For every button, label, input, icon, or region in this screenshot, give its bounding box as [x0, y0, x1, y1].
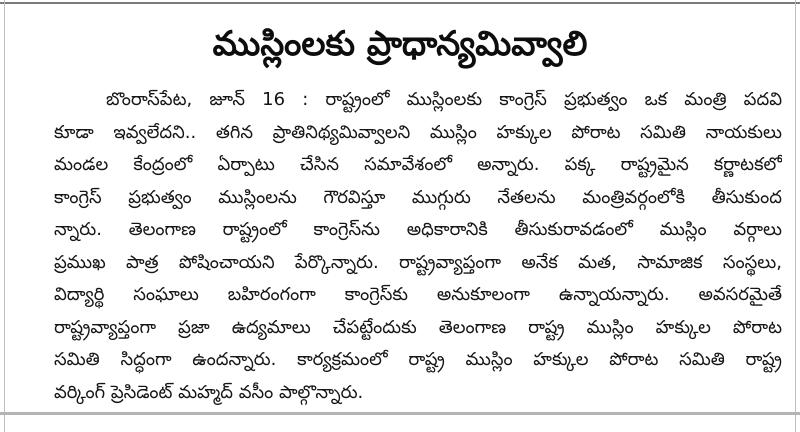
article-line-4: కాంగ్రెస్ ప్రభుత్వం ముస్లింలను గౌరవిస్తూ ముగ్గురు నేతలను మంత్రివర్గంలోకి తీసుకుంద [54, 186, 782, 208]
article-line-1: బొంరాస్‌పేట, జూన్ 16 : రాష్ట్రంలో ముస్లింలకు కాంగ్రెస్ ప్రభుత్వం ఒక మంత్రి పదవి [106, 89, 782, 110]
article-line-9: సమితి సిద్ధంగా ఉందన్నారు. కార్యక్రమంలో రాష్ట్ర ముస్లిం హక్కుల పోరాట సమితి రాష్ట్ర [54, 349, 782, 370]
article-line-2: కూడా ఇవ్వలేదని.. తగిన ప్రాతినిథ్యమివ్వాలని ముస్లిం హక్కుల పోరాట సమితి నాయకులు [54, 121, 782, 143]
article-body [54, 84, 782, 409]
article-line-8: రాష్ట్రవ్యాప్తంగా ప్రజా ఉద్యమాలు చేపట్టేందుకు తెలంగాణ రాష్ట్ర ముస్లిం హక్కుల పోరాట [54, 316, 782, 338]
article-line-10: వర్కింగ్ ప్రెసిడెంట్ మహ్మద్ వసీం పాల్గొన్నారు. [54, 381, 364, 403]
article-headline: ముస్లింలకు ప్రాధాన్యమివ్వాలి [212, 24, 588, 64]
article-line-5: న్నారు. తెలంగాణ రాష్ట్రంలో కాంగ్రెస్‌ను అధికారానికి తీసుకురావడంలో ముస్లిం వర్గాలు [54, 219, 782, 240]
top-border-rule [0, 2, 800, 4]
bottom-border-rule [0, 412, 800, 415]
article-line-7: విద్యార్థి సంఘాలు బహిరంగంగా కాంగ్రెస్‌కు అనుకూలంగా ఉన్నాయన్నారు. అవసరమైతే [54, 284, 782, 305]
article-line-6: ప్రముఖ పాత్ర పోషించాయని పేర్కొన్నారు. రాష్ట్రవ్యాప్తంగా అనేక మత, సామాజిక సంస్థలు, [54, 251, 782, 273]
article-line-3: మండల కేంద్రంలో ఏర్పాటు చేసిన సమావేశంలో అన్నారు. పక్క రాష్ట్రమైన కర్ణాటకలో [54, 154, 782, 175]
